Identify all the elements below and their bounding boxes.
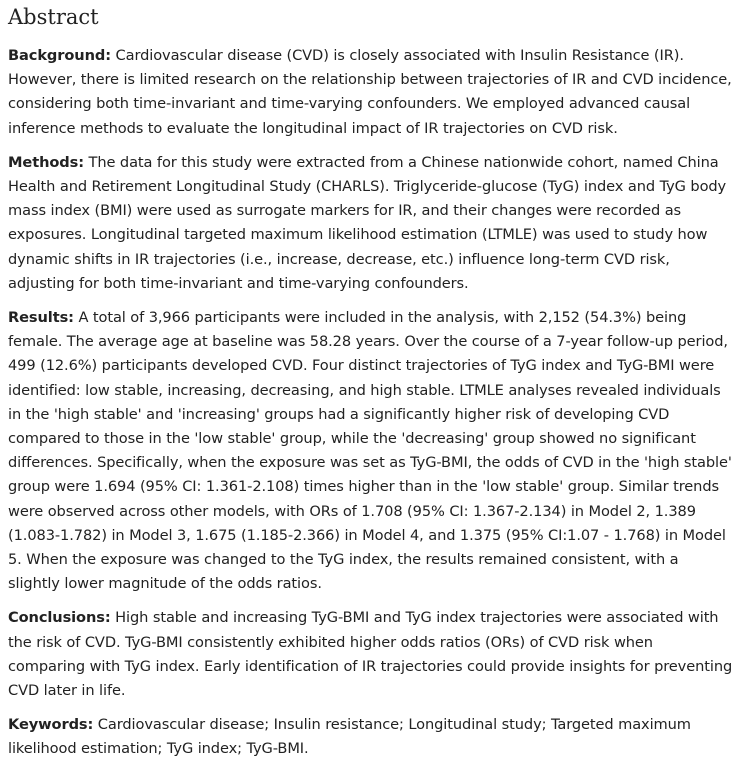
background-section [8,44,734,141]
abstract-block [8,0,734,762]
keywords-text: Cardiovascular disease; Insulin resistance; Longitudinal study; Targeted maximum likelihood estimation; TyG index; TyG-BMI. [8,716,691,758]
methods-text: The data for this study were extracted from a Chinese nationwide cohort, named China Health and Retirement Longitudinal Study (CHARLS). Triglyceride-glucose (TyG) index and TyG body mass index (BMI) were used as surrogate markers for IR, and their changes were recorded as exposures. Longitudinal targeted maximum likelihood estimation (LTMLE) was used to study how dynamic shifts in IR trajectories (i.e., increase, decrease, etc.) influence long-term CVD risk, adjusting for both time-invariant and time-varying confounders. [8,153,727,292]
conclusions-label: Conclusions: [8,609,111,627]
keywords-section [8,713,734,761]
methods-section [8,151,734,296]
conclusions-section [8,606,734,703]
results-text: A total of 3,966 participants were included in the analysis, with 2,152 (54.3%) being female. The average age at baseline was 58.28 years. Over the course of a 7-year follow-up period, 499 (12.6%) participants developed CVD. Four distinct trajectories of TyG index and TyG-BMI were identified: low stable, increasing, decreasing, and high stable. LTMLE analyses revealed individuals in the 'high stable' and 'increasing' groups had a significantly higher risk of developing CVD compared to those in the 'low stable' group, while the 'decreasing' group showed no significant differences. Specifically, when the exposure was set as TyG-BMI, the odds of CVD in the 'high stable' group were 1.694 (95% CI: 1.361-2.108) times higher than in the 'low stable' group. Similar trends were observed across other models, with ORs of 1.708 (95% CI: 1.367-2.134) in Model 2, 1.389 (1.083-1.782) in Model 3, 1.675 (1.185-2.366) in Model 4, and 1.375 (95% CI:1.07 - 1.768) in Model 5. When the exposure was changed to the TyG index, the results remained consistent, with a slightly lower magnitude of the odds ratios. [8,309,732,593]
results-label: Results: [8,309,74,327]
conclusions-text: High stable and increasing TyG-BMI and TyG index trajectories were associated with the risk of CVD. TyG-BMI consistently exhibited higher odds ratios (ORs) of CVD risk when comparing with TyG index. Early identification of IR trajectories could provide insights for preventing CVD later in life. [8,609,733,700]
background-label: Background: [8,47,111,64]
keywords-label: Keywords: [8,716,94,734]
results-section [8,306,734,596]
background-text: Cardiovascular disease (CVD) is closely associated with Insulin Resistance (IR). However, there is limited research on the relationship between trajectories of IR and CVD incidence, considering both time-invariant and time-varying confounders. We employed advanced causal inference methods to evaluate the longitudinal impact of IR trajectories on CVD risk. [8,47,732,137]
abstract-heading: Abstract [8,5,99,29]
methods-label: Methods: [8,153,84,171]
